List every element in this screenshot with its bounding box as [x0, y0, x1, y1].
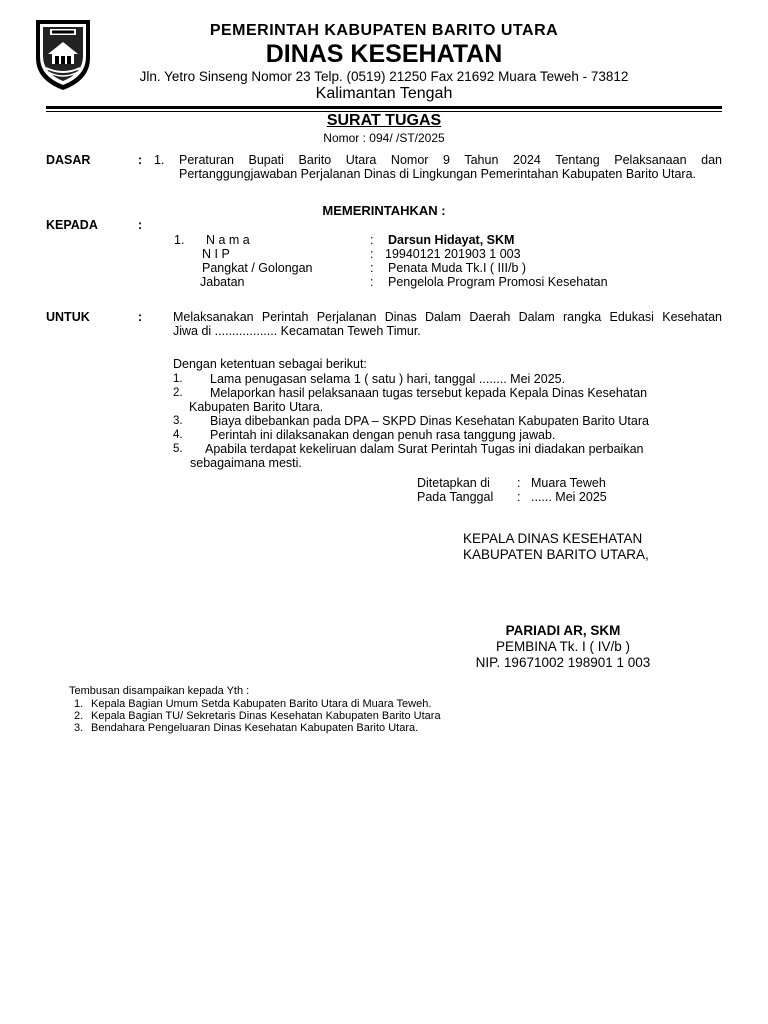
dasar-label: DASAR: [46, 153, 91, 167]
letterhead-office-name: DINAS KESEHATAN: [265, 40, 503, 68]
field-position-separator: :: [370, 275, 374, 289]
condition-5-text-line-1: Apabila terdapat kekeliruan dalam Surat Perintah Tugas ini diadakan perbaikan: [205, 442, 644, 456]
field-nip-value: 19940121 201903 1 003: [385, 247, 521, 261]
letterhead-address: Jln. Yetro Sinseng Nomor 23 Telp. (0519) 21250 Fax 21692 Muara Teweh - 73812: [139, 69, 629, 84]
signatory-nip: NIP. 19671002 198901 1 003: [475, 655, 651, 670]
untuk-text-line-2: Jiwa di .................. Kecamatan Teweh Timur.: [173, 324, 421, 338]
field-nip-separator: :: [370, 247, 374, 261]
signatory-office-line-2: KABUPATEN BARITO UTARA,: [463, 547, 649, 562]
letterhead-government-name: PEMERINTAH KABUPATEN BARITO UTARA: [209, 22, 559, 39]
copy-recipient-3-text: Bendahara Pengeluaran Dinas Kesehatan Kabupaten Barito Utara.: [91, 722, 419, 734]
document-title: SURAT TUGAS: [326, 112, 442, 129]
dasar-colon: :: [138, 153, 143, 167]
condition-2-number: 2.: [173, 387, 183, 399]
copy-recipient-3-number: 3.: [74, 722, 84, 734]
issued-place-separator: :: [517, 476, 521, 490]
signatory-rank: PEMBINA Tk. I ( IV/b ): [495, 639, 631, 654]
copy-recipient-2-number: 2.: [74, 710, 84, 722]
untuk-label: UNTUK: [46, 310, 90, 324]
condition-5-number: 5.: [173, 443, 183, 455]
condition-2-text-line-2: Kabupaten Barito Utara.: [189, 400, 324, 414]
letterhead-divider-thick: [46, 106, 722, 109]
copy-recipients-intro: Tembusan disampaikan kepada Yth :: [69, 685, 250, 697]
copy-recipient-1-text: Kepala Bagian Umum Setda Kabupaten Barito Utara di Muara Teweh.: [91, 698, 432, 710]
condition-5-text-line-2: sebagaimana mesti.: [190, 456, 302, 470]
issued-date-separator: :: [517, 490, 521, 504]
field-rank-label: Pangkat / Golongan: [202, 261, 313, 275]
condition-3-number: 3.: [173, 415, 183, 427]
condition-4-number: 4.: [173, 429, 183, 441]
letterhead-region: Kalimantan Tengah: [315, 85, 453, 102]
issued-date-label: Pada Tanggal: [417, 490, 494, 504]
issued-place-value: Muara Teweh: [531, 476, 606, 490]
dasar-text-line-2: Pertanggungjawaban Perjalanan Dinas di Lingkungan Pemerintahan Kabupaten Barito Utara.: [179, 167, 697, 181]
signatory-name: PARIADI AR, SKM: [505, 623, 621, 638]
kepada-item-number: 1.: [174, 233, 185, 247]
field-rank-value: Penata Muda Tk.I ( III/b ): [388, 261, 527, 275]
copy-recipient-1-number: 1.: [74, 698, 84, 710]
condition-4-text: Perintah ini dilaksanakan dengan penuh rasa tanggung jawab.: [210, 428, 556, 442]
field-position-value: Pengelola Program Promosi Kesehatan: [388, 275, 608, 289]
field-nip-label: N I P: [202, 247, 230, 261]
field-rank-separator: :: [370, 261, 374, 275]
signatory-office-line-1: KEPALA DINAS KESEHATAN: [463, 531, 643, 546]
issued-date-value: ...... Mei 2025: [531, 490, 607, 504]
kepada-colon: :: [138, 218, 143, 232]
condition-3-text: Biaya dibebankan pada DPA – SKPD Dinas Kesehatan Kabupaten Barito Utara: [210, 414, 649, 428]
condition-2-text-line-1: Melaporkan hasil pelaksanaan tugas tersebut kepada Kepala Dinas Kesehatan: [210, 386, 648, 400]
field-position-label: Jabatan: [200, 275, 245, 289]
copy-recipient-2-text: Kepala Bagian TU/ Sekretaris Dinas Kesehatan Kabupaten Barito Utara: [91, 710, 441, 722]
issued-place-label: Ditetapkan di: [417, 476, 490, 490]
dasar-text-line-1: Peraturan Bupati Barito Utara Nomor 9 Tahun 2024 Tentang Pelaksanaan dan: [179, 153, 722, 167]
memerintahkan-heading: MEMERINTAHKAN :: [322, 203, 446, 218]
field-name-label: N a m a: [206, 233, 250, 247]
untuk-colon: :: [138, 310, 143, 324]
untuk-text-line-1: Melaksanakan Perintah Perjalanan Dinas Dalam Daerah Dalam rangka Edukasi Kesehatan: [173, 310, 722, 324]
dasar-item-number: 1.: [154, 153, 165, 167]
document-number: Nomor : 094/ /ST/2025: [323, 131, 445, 145]
condition-1-text: Lama penugasan selama 1 ( satu ) hari, tanggal ........ Mei 2025.: [210, 372, 566, 386]
field-name-value: Darsun Hidayat, SKM: [388, 233, 515, 247]
kepada-label: KEPADA: [46, 218, 98, 232]
field-name-separator: :: [370, 233, 374, 247]
condition-1-number: 1.: [173, 373, 183, 385]
conditions-intro: Dengan ketentuan sebagai berikut:: [173, 357, 367, 371]
